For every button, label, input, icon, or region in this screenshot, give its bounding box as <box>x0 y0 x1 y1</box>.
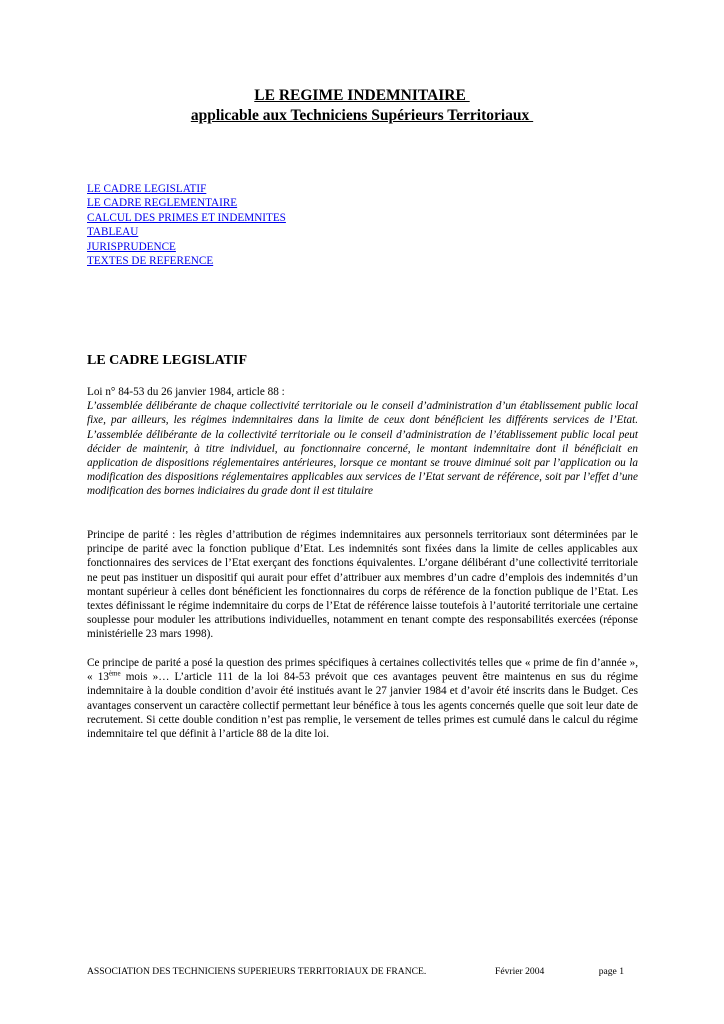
section-heading: LE CADRE LEGISLATIF <box>87 353 248 368</box>
paragraph-parity-principle: Principe de parité : les règles d’attribution de régimes indemnitaires aux personnels territoriaux sont déterminées par le principe de parité avec la fonction publique d’Etat. Les indemnités sont fixées dans la limite de celles applicables aux fonctionnaires des services de l’Etat exerçant des fonctions équivalentes. L’organe délibérant d’une collectivité territoriale ne peut pas instituer un dispositif qui aurait pour effet d’attribuer aux membres d’un cadre d’emplois des indemnités d’un montant supérieur à celles dont bénéficient les fonctionnaires du corps de référence de la fonction publique de l’Etat. Les textes définissant le régime indemnitaire du corps de l’Etat de référence laisse toutefois à l’autorité territoriale une certaine souplesse pour moduler les attributions individuelles, notamment en tenant compte des responsabilités exercées (réponse ministérielle 23 mars 1998). <box>87 529 638 641</box>
law-excerpt <box>87 385 638 499</box>
law-quote: L’assemblée délibérante de chaque collectivité territoriale ou le conseil d’administration d’un établissement public local fixe, par ailleurs, les régimes indemnitaires dans la limite de ceux dont bénéficient les différents services de l’Etat. L’assemblée délibérante de la collectivité territoriale ou le conseil d’administration de l’établissement public local peut décider de maintenir, à titre individuel, au fonctionnaire concerné, le montant indemnitaire dont il bénéficiait en application de dispositions réglementaires antérieures, lorsque ce montant se trouve diminué soit par l’application ou la modification des dispositions réglementaires applicables aux services de l’Etat servant de référence, soit par l’effet d’une modification des bornes indiciaires du grade dont il est titulaire <box>87 400 638 498</box>
toc-link-tableau[interactable]: TABLEAU <box>87 226 139 239</box>
para2-text-start: Ce principe de parité a posé la question des primes spécifiques à certaines collectivités telles que « prime de fin d’année », « 13 <box>87 657 638 684</box>
toc-link-cadre-legislatif[interactable]: LE CADRE LEGISLATIF <box>87 183 207 195</box>
document-title <box>0 86 724 126</box>
title-line-2: applicable aux Techniciens Supérieurs Territoriaux <box>190 107 534 124</box>
paragraph-specific-bonuses <box>87 656 638 741</box>
law-reference: Loi n° 84-53 du 26 janvier 1984, article 88 : <box>87 386 285 398</box>
toc-link-textes-reference[interactable]: TEXTES DE REFERENCE <box>87 255 214 268</box>
para2-text-end: mois »… L’article 111 de la loi 84-53 prévoit que ces avantages peuvent être maintenus en sus du régime indemnitaire à la double condition d’avoir été institués avant le 27 janvier 1984 et d’avoir été inscrits dans le Budget. Ces avantages conservent un caractère collectif permettant leur bénéfice à tous les agents concernés quelle que soit leur date de recrutement. Si cette double condition n’est pas remplie, le versement de telles primes est cumulé dans le calcul du régime indemnitaire tel que définit à l’article 88 de la dite loi. <box>87 671 639 741</box>
toc-link-jurisprudence[interactable]: JURISPRUDENCE <box>87 240 176 253</box>
para2-superscript: ème <box>108 669 121 678</box>
title-line-1: LE REGIME INDEMNITAIRE <box>254 87 470 104</box>
footer-page-number: page 1 <box>598 966 624 977</box>
footer-association: ASSOCIATION DES TECHNICIENS SUPERIEURS TERRITORIAUX DE FRANCE. <box>87 966 427 977</box>
toc-link-cadre-reglementaire[interactable]: LE CADRE REGLEMENTAIRE <box>87 197 238 210</box>
table-of-contents <box>87 182 286 268</box>
toc-link-calcul-primes[interactable]: CALCUL DES PRIMES ET INDEMNITES <box>87 211 286 224</box>
footer-date: Février 2004 <box>495 966 545 977</box>
